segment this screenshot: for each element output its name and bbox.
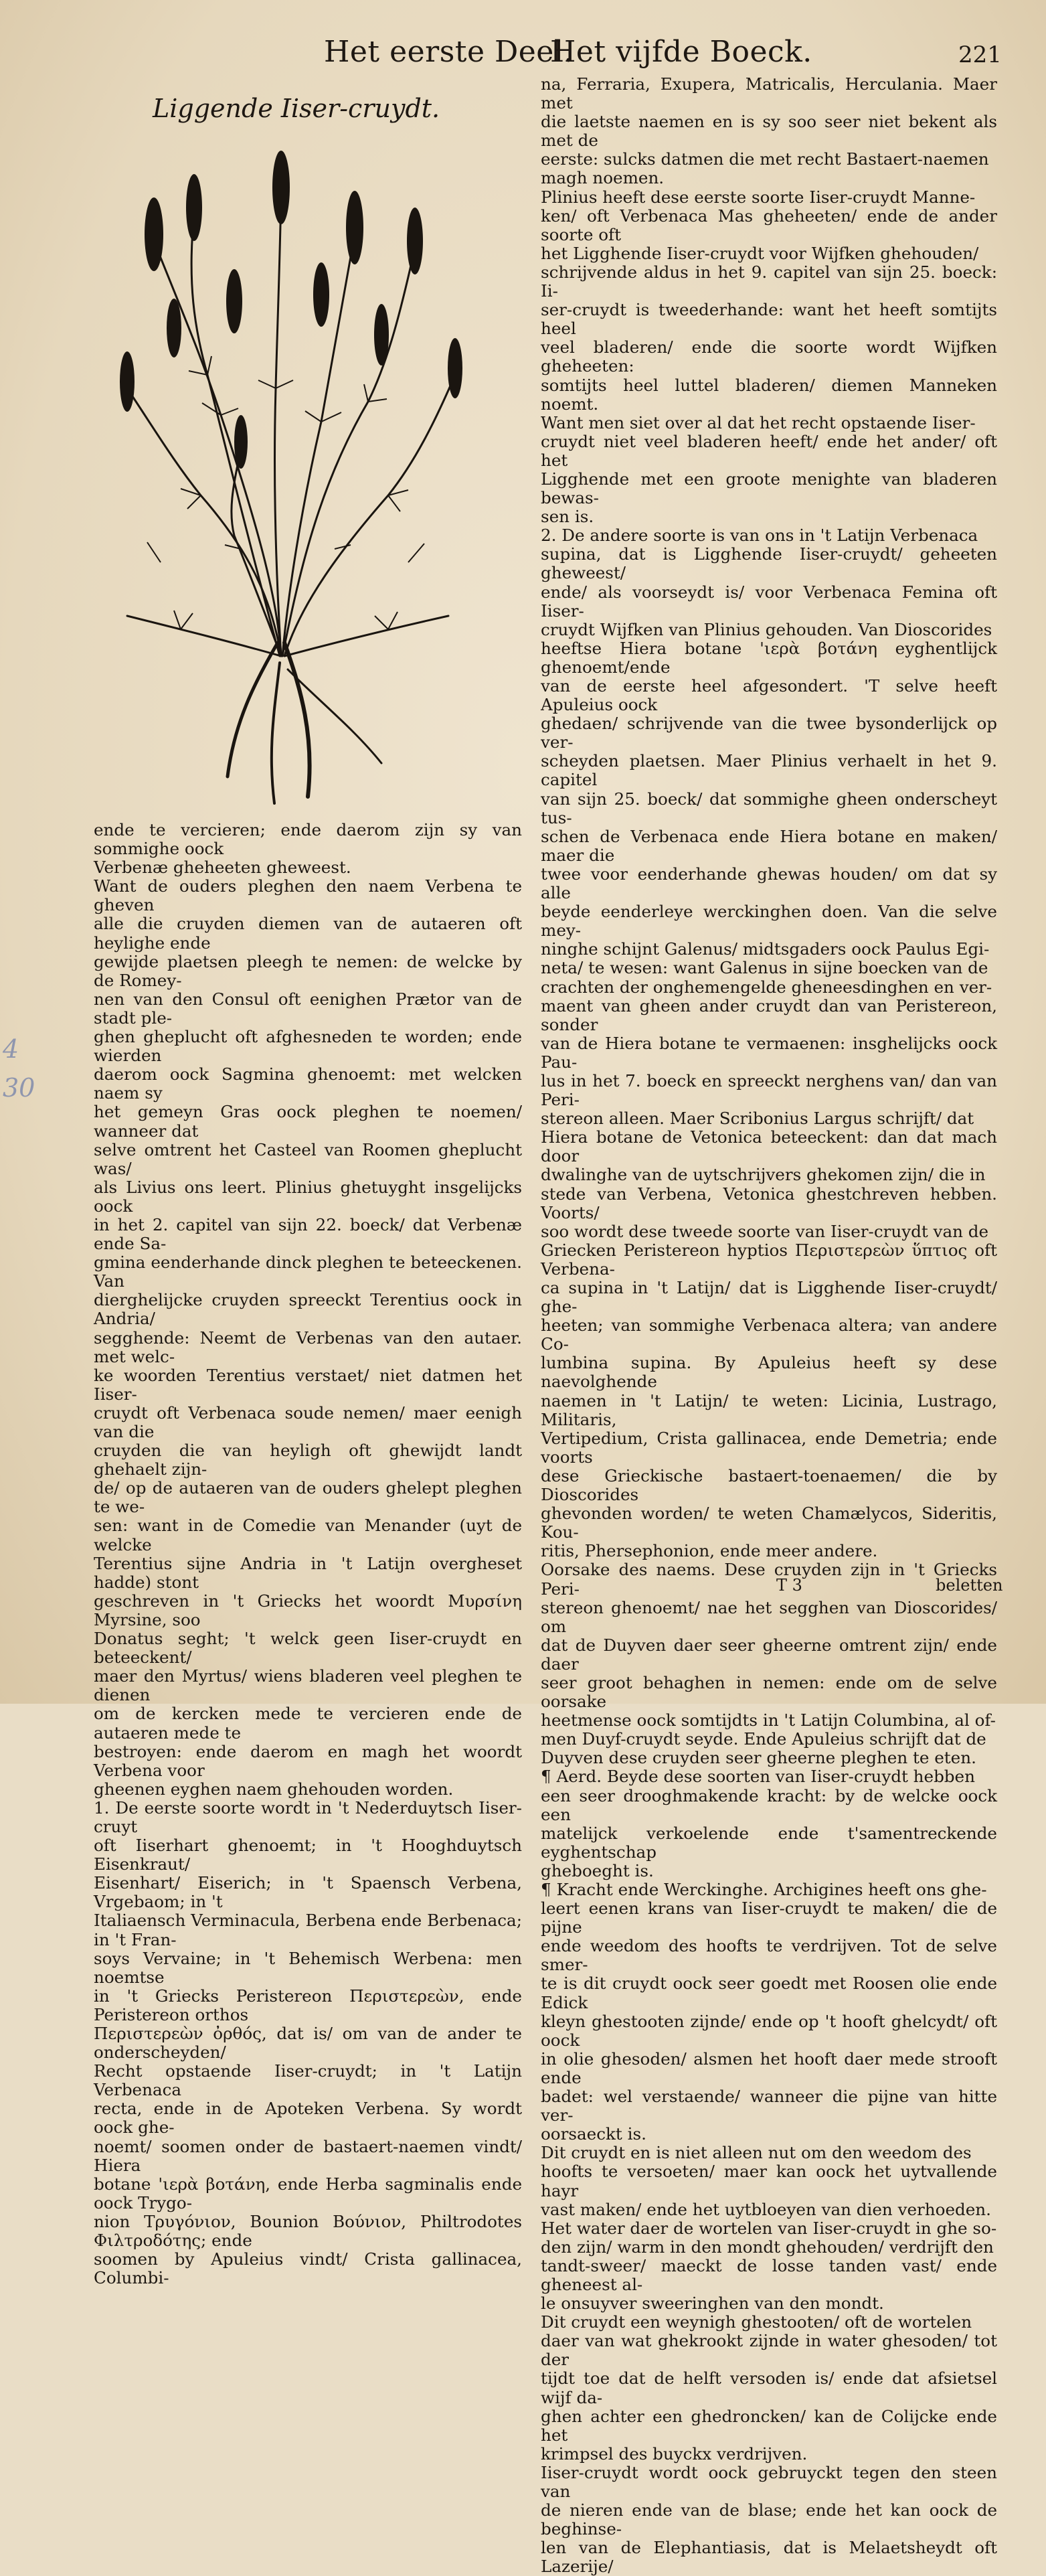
catchword: beletten xyxy=(936,1576,1003,1595)
signature-mark: T 3 xyxy=(776,1576,802,1595)
running-head-right: Het vijfde Boeck. xyxy=(550,35,812,69)
paragraph: 1. De eerste soorte wordt in 't Nederduytsch Iiser-cruyt oft Iiserhart ghenoemt; in 't Hooghduytsch Eisenkraut/ Eisenhart/ Eiserich; in 't Spaensch Verbena, Vrgebaom; in 't Italiaensch Verminacula, Berbena ende Berbenaca; in 't Fran- soys Vervaine; in 't Behemisch Werbena: men noemtse in 't Griecks Peristereon Περιστερεὼν, ende Peristereon orthos Περιστερεὼν ὀρθός, dat is/ om van de ander te onderscheyden/ Recht opstaende Iiser-cruydt; in 't Latijn Verbenaca recta, ende in de Apoteken Verbena. Sy wordt oock ghe- noemt/ soomen onder de bastaert-naemen vindt/ Hiera botane 'ιερὰ βοτάνη, ende Herba sagminalis ende oock Trygo- nion Τρυγόνιον, Bounion Βούνιον, Philtrodotes Φιλτροδότης; ende soomen by Apuleius vindt/ Crista gallinacea, Columbi- xyxy=(94,1797,522,2288)
plant-woodcut-illustration xyxy=(100,134,475,810)
paragraph: Dit cruydt en is niet alleen nut om den weedom des hoofts te versoeten/ maer kan oock het uytvallende hayr vast maken/ ende het uytbloeyen van dien verhoeden. xyxy=(541,2143,997,2219)
figure-caption: Liggende Iiser-cruydt. xyxy=(153,94,440,123)
right-text-column xyxy=(541,75,997,2576)
margin-pencil-note xyxy=(3,1030,35,1107)
paragraph: ¶ Kracht ende Werckinghe. Archigines heeft ons ghe- leert eenen krans van Iiser-cruydt te maken/ die de pijne ende weedom des hoofts te verdrijven. Tot de selve smer- te is dit cruydt oock seer goedt met Roosen olie ende Edick kleyn ghestooten zijnde/ ende op 't hooft ghelcydt/ oft oock in olie ghesoden/ alsmen het hooft daer mede strooft ende badet: wel verstaende/ wanneer die pijne van hitte ver- oorsaeckt is. xyxy=(541,1880,997,2144)
paragraph: Oorsake des naems. Dese cruyden zijn in 't Griecks Peri- stereon ghenoemt/ nae het segghen van Dioscorides/ om dat de Duyven daer seer gheerne omtrent zijn/ ende daer seer groot behaghen in nemen: ende om de selve oorsake heetmense oock somtijdts in 't Latijn Columbina, al of- men Duyf-cruydt seyde. Ende Apuleius schrijft dat de Duyven dese cruyden seer gheerne pleghen te eten. xyxy=(541,1560,997,1768)
paragraph: 2. De andere soorte is van ons in 't Latijn Verbenaca supina, dat is Ligghende Iiser-cruydt/ geheeten ghewеest/ ende/ als voorseydt is/ voor Verbenaca Femina oft Iiser- cruydt Wijfken van Plinius gehouden. Van Dioscorides heeftse Hiera botane 'ιερὰ βοτάνη eyghentlijck ghenoemt/ende van de eerste heel afgesondert. 'T selve heeft Apuleius oock ghedaen/ schrijvende van die twee bysonderlijck op ver- scheyden plaetsen. Maer Plinius verhaelt in het 9. capitel van sijn 25. boeck/ dat sommighe gheen onderscheyt tus- schen de Verbenaca ende Hiera botane en maken/ maer die twee voor eenderhande ghewas houden/ om dat sy alle beyde eenderleye werckinghen doen. Van die selve mey- ninghe schijnt Galenus/ midtsgaders oock Paulus Egi- neta/ te wesen: want Galenus in sijne boecken van de crachten der onghemengelde gheneesdinghen en ver- maent van gheen ander cruydt dan van Peristereon, sonder van de Hiera botane te vermaenen: insghelijcks oock Pau- lus in het 7. boeck en spreeckt nerghens van/ dan van Peri- stereon alleen. Maer Scribonius Largus schrijft/ dat Hiera botane de Vetonica beteeckent: dan dat mach door dwalinghe van de uytschrijvers ghekomen zijn/ die in stede van Verbena, Vetonica ghestchreven hebben. Voorts/ soo wordt dese tweede soorte van Iiser-cruydt van de Griecken Peristereon hyptios Περιστερεὼν ὕπτιος oft Verbena- ca supina in 't Latijn/ dat is Ligghende Iiser-cruydt/ ghe- heeten; van sommighe Verbenaca altera; van andere Co- lumbina supina. By Apuleius heeft sy dese naevolghende naemen in 't Latijn/ te weten: Licinia, Lustrago, Militaris, Vertipedium, Crista gallinacea, ende Demetria; ende voorts dese Grieckische bastaert-toenaemen/ die by Dioscorides ghevonden worden/ te weten Chamælycos, Sideritis, Kou- ritis, Phersephonion, ende meer andere. xyxy=(541,526,997,1561)
margin-note-line: 4 xyxy=(3,1034,19,1064)
paragraph: Want de ouders pleghen den naem Verbena te gheven alle die cruyden diemen van de autaeren oft heylighe ende gewijde plaetsen pleegh te nemen: de welcke by de Romey- nen van den Consul oft eenighen Prætor van de stadt ple- ghen gheplucht oft afghesneden te worden; ende wierden daerom oock Sagmina ghenoemt: met welcken naem sy het gemeyn Gras oock pleghen te noemen/ wanneer dat selve omtrent het Casteel van Roomen gheplucht was/ als Livius ons leert. Plinius ghetuyght insgelijcks oock in het 2. capitel van sijn 22. boeck/ dat Verbenæ ende Sa- gmina eenderhande dinck pleghen te beteeckenen. Van dierghelijcke cruyden spreeckt Terentius oock in Andria/ segghende: Neemt de Verbenas van den autaer. met welc- ke woorden Terentius verstaet/ niet datmen het Iiser- cruydt oft Verbenaca soude nemen/ maer eenigh van die cruyden die van heyligh oft ghewijdt landt ghehaelt zijn- de/ op de autaeren van de ouders ghelept pleghen te we- sen: want in de Comedie van Menander (uyt de welcke Terentius sijne Andria in 't Latijn overgheset hadde) stont geschreven in 't Griecks het woordt Μυρσίνη Myrsine, soo Donatus seght; 't welck geen Iiser-cruydt en beteeckent/ maer den Myrtus/ wiens bladeren veel pleghen te dienen om de kercken mede te vercieren ende de autaeren mede te bestroyen: ende daerom en magh het woordt Verbena voor gheenen eyghen naem ghehouden worden. xyxy=(94,876,522,1799)
paragraph: Plinius heeft dese eerste soorte Iiser-cruydt Manne- ken/ oft Verbenaca Mas gheheeten/ ende de ander soorte oft het Ligghende Iiser-cruydt voor Wijfken ghehouden/ schrijvende aldus in het 9. capitel van sijn 25. boeck: Ii- ser-cruydt is tweederhande: want het heeft somtijts heel veel bladeren/ ende die soorte wordt Wijfken gheheeten: somtijts heel luttel bladeren/ diemen Manneken noemt. Want men siet over al dat het recht opstaende Iiser- cruydt niet veel bladeren heeft/ ende het ander/ oft het Ligghende met een groote menighte van bladeren bewas- sen is. xyxy=(541,187,997,527)
paragraph: ¶ Aerd. Beyde dese soorten van Iiser-cruydt hebben een seer drooghmakende kracht: by de welcke oock een matelijck verkoelende ende t'samentreckende eyghentschap gheboeght is. xyxy=(541,1767,997,1880)
running-head-left: Het eerste Deel. xyxy=(324,35,574,69)
paragraph: na, Ferraria, Exupera, Matricalis, Herculania. Maer met die laetste naemen en is sy soo seer niet bekent als met de eerste: sulcks datmen die met recht Bastaert-naemen magh noemen. xyxy=(541,74,997,188)
paragraph: Het water daer de wortelen van Iiser-cruydt in ghe so- den zijn/ warm in den mondt ghehouden/ verdrijft den tandt-sweer/ maeckt de losse tanden vast/ ende gheneest al- le onsuyver sweeringhen van den mondt. xyxy=(541,2218,997,2314)
paragraph: Iiser-cruydt wordt oock gebruyckt tegen den steen van de nieren ende van de blase; ende het kan oock de beghinse- len van de Elephantiasis, dat is Melaetsheydt oft Lazerije/ xyxy=(541,2462,997,2576)
page-number: 221 xyxy=(958,42,1002,68)
paragraph: Dit cruydt een weynigh ghestooten/ oft de wortelen daer van wat ghekrookt zijnde in water ghesoden/ tot der tijdt toe dat de helft versoden is/ ende dat afsietsel wijf da- ghen achter een ghedroncken/ kan de Colijcke ende het krimpsel des buyckx verdrijven. xyxy=(541,2312,997,2464)
left-text-column xyxy=(94,821,522,2287)
paragraph: ende te vercieren; ende daerom zijn sy van sommighe oock Verbenæ gheheeten gheweest. xyxy=(94,820,522,878)
margin-note-line: 30 xyxy=(3,1073,35,1103)
